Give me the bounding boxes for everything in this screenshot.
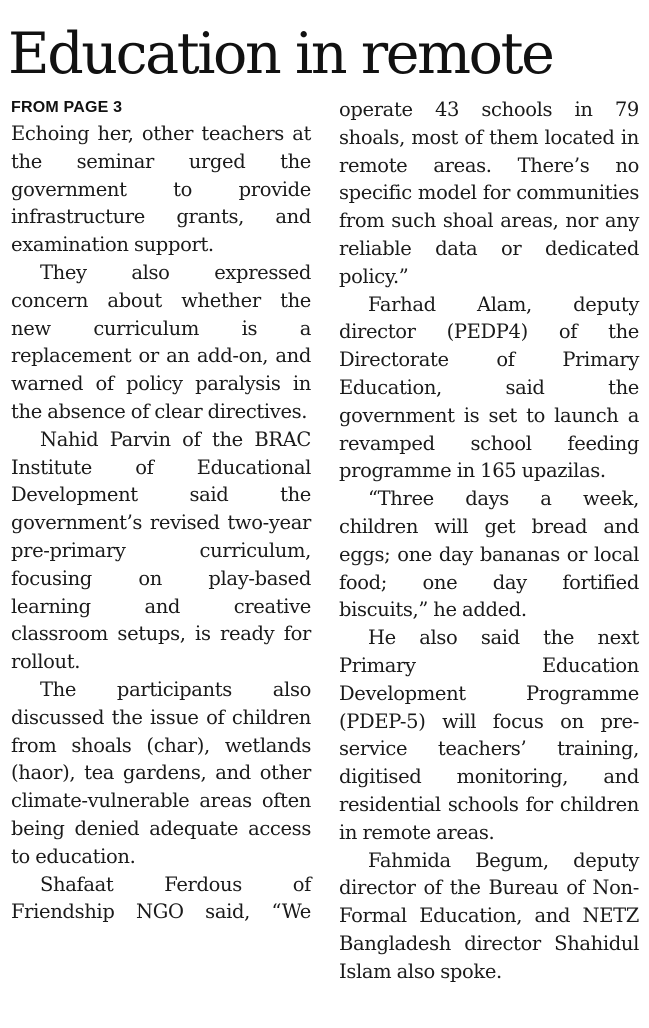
paragraph: Fahmida Begum, deputy director of the Bureau of Non-Formal Education, and NETZ Bangladesh director Shahidul Islam also spoke. bbox=[339, 848, 639, 983]
paragraph: Farhad Alam, deputy director (PEDP4) of the Directorate of Primary Education, said the government is set to launch a revamped school feeding programme in 165 upazilas. bbox=[339, 292, 639, 483]
continuation-label: FROM PAGE 3 bbox=[11, 99, 123, 116]
paragraph: Shafaat Ferdous of Friendship NGO said, “We bbox=[11, 872, 311, 924]
paragraph: He also said the next Primary Education Development Programme (PDEP-5) will focus on pre-service teachers’ training, digitised monitoring, and residential schools for children in remote areas. bbox=[339, 626, 639, 844]
paragraph: The participants also discussed the issue of children from shoals (char), wetlands (haor), tea gardens, and other climate-vulnerable areas often being denied adequate access to education. bbox=[11, 677, 311, 868]
paragraph: operate 43 schools in 79 shoals, most of them located in remote areas. There’s no specific model for communities from such shoal areas, nor any reliable data or dedicated policy.” bbox=[339, 98, 639, 288]
headline: Education in remote bbox=[8, 21, 553, 87]
paragraph: “Three days a week, children will get bread and eggs; one day bananas or local food; one day fortified biscuits,” he added. bbox=[339, 487, 639, 622]
paragraph: Echoing her, other teachers at the seminar urged the government to provide infrastructure grants, and examination support. bbox=[11, 122, 311, 257]
right-column bbox=[339, 96, 639, 986]
paragraph: They also expressed concern about whether the new curriculum is a replacement or an add-on, and warned of policy paralysis in the absence of clear directives. bbox=[11, 260, 311, 423]
paragraph: Nahid Parvin of the BRAC Institute of Educational Development said the government’s revised two-year pre-primary curriculum, focusing on play-based learning and creative classroom setups, is ready for rollout. bbox=[11, 427, 311, 674]
left-column bbox=[11, 96, 311, 926]
